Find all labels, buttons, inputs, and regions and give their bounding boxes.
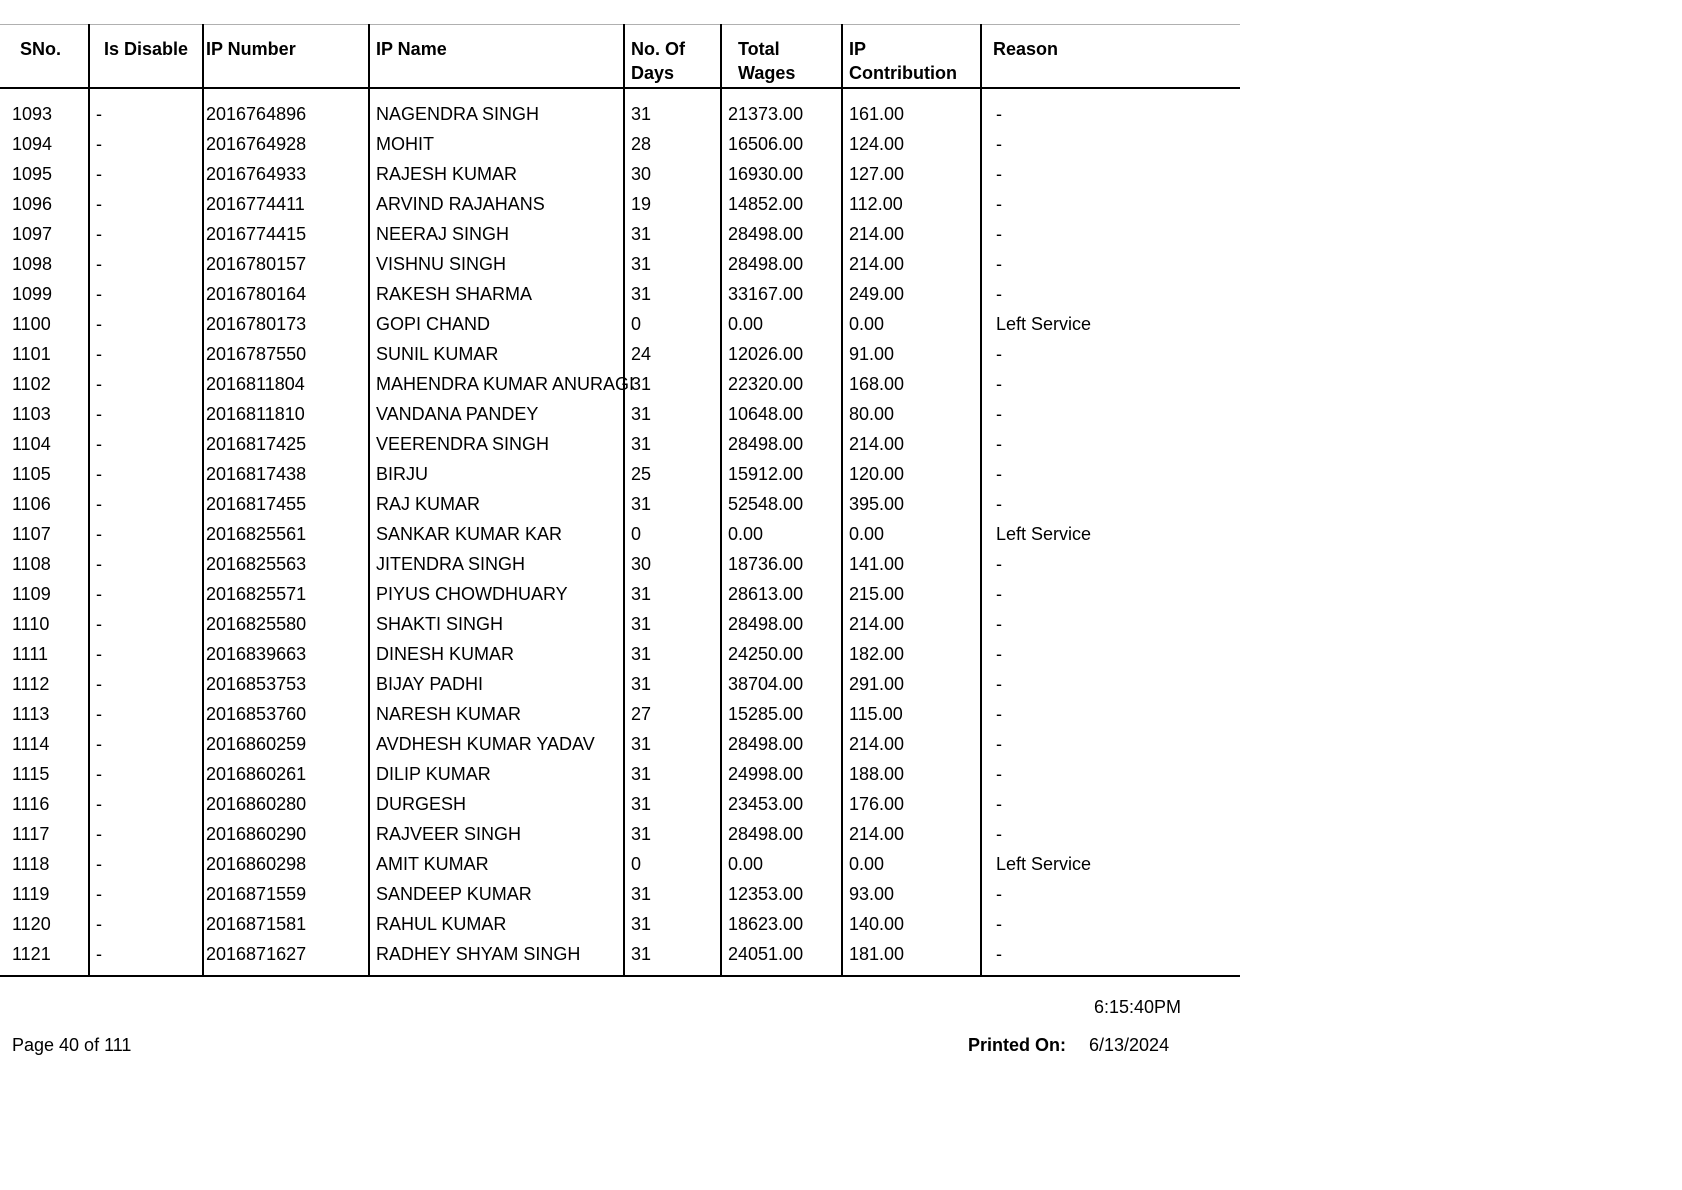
cell-reason: -: [981, 643, 1240, 673]
cell-reason: -: [981, 433, 1240, 463]
cell-ip-name: RAJVEER SINGH: [369, 823, 624, 853]
header-ip-number-label: IP Number: [206, 39, 296, 59]
cell-ip-name: DILIP KUMAR: [369, 763, 624, 793]
cell-sno: 1116: [12, 794, 50, 814]
cell-total-wages: 28498.00: [721, 733, 842, 763]
cell-sno: 1120: [12, 914, 51, 934]
cell-sno: 1110: [12, 614, 50, 634]
cell-sno: 1113: [12, 704, 50, 724]
cell-is-disable: -: [89, 733, 203, 763]
cell-total-wages: 15912.00: [721, 463, 842, 493]
header-wages-line1: Total: [738, 39, 780, 59]
cell-ip-name: JITENDRA SINGH: [369, 553, 624, 583]
cell-is-disable: -: [89, 703, 203, 733]
cell-ip-contribution: 291.00: [842, 673, 981, 703]
cell-reason: -: [981, 793, 1240, 823]
table-row: [0, 583, 1240, 613]
cell-reason: -: [981, 733, 1240, 763]
cell-is-disable: -: [89, 133, 203, 163]
cell-ip-number: 2016780173: [203, 313, 369, 343]
cell-sno: 1118: [12, 854, 50, 874]
cell-total-wages: 14852.00: [721, 193, 842, 223]
cell-sno: 1094: [12, 134, 53, 154]
cell-reason: Left Service: [981, 523, 1240, 553]
cell-ip-contribution: 0.00: [842, 523, 981, 553]
cell-total-wages: 0.00: [721, 853, 842, 883]
cell-reason: -: [981, 403, 1240, 433]
cell-ip-name: BIRJU: [369, 463, 624, 493]
cell-is-disable: -: [89, 643, 203, 673]
cell-total-wages: 0.00: [721, 313, 842, 343]
cell-total-wages: 38704.00: [721, 673, 842, 703]
cell-no-of-days: 31: [624, 823, 721, 853]
header-days-line2: Days: [631, 63, 675, 83]
cell-ip-contribution: 127.00: [842, 163, 981, 193]
cell-is-disable: -: [89, 553, 203, 583]
cell-is-disable: -: [89, 463, 203, 493]
cell-is-disable: -: [89, 763, 203, 793]
cell-ip-contribution: 176.00: [842, 793, 981, 823]
cell-ip-contribution: 214.00: [842, 223, 981, 253]
cell-reason: -: [981, 463, 1240, 493]
table-row: [0, 373, 1240, 403]
cell-ip-number: 2016764928: [203, 133, 369, 163]
cell-reason: -: [981, 193, 1240, 223]
cell-is-disable: -: [89, 943, 203, 976]
table-row: [0, 703, 1240, 733]
spacer-row: [0, 88, 1240, 103]
cell-reason: -: [981, 913, 1240, 943]
cell-no-of-days: 30: [624, 553, 721, 583]
cell-ip-contribution: 395.00: [842, 493, 981, 523]
cell-sno: 1099: [12, 284, 53, 304]
cell-reason: -: [981, 493, 1240, 523]
cell-no-of-days: 31: [624, 613, 721, 643]
cell-is-disable: -: [89, 583, 203, 613]
cell-reason: -: [981, 223, 1240, 253]
cell-ip-name: MOHIT: [369, 133, 624, 163]
table-row: [0, 193, 1240, 223]
cell-no-of-days: 31: [624, 793, 721, 823]
cell-ip-contribution: 91.00: [842, 343, 981, 373]
cell-ip-number: 2016839663: [203, 643, 369, 673]
cell-sno: 1095: [12, 164, 53, 184]
header-total-wages: [721, 25, 842, 89]
cell-ip-name: RAKESH SHARMA: [369, 283, 624, 313]
cell-is-disable: -: [89, 283, 203, 313]
cell-ip-number: 2016817455: [203, 493, 369, 523]
cell-ip-number: 2016825561: [203, 523, 369, 553]
table-row: [0, 643, 1240, 673]
cell-is-disable: -: [89, 103, 203, 133]
cell-total-wages: 23453.00: [721, 793, 842, 823]
cell-sno: 1111: [12, 644, 49, 664]
cell-sno: 1117: [12, 824, 50, 844]
table-row: [0, 463, 1240, 493]
cell-ip-number: 2016860261: [203, 763, 369, 793]
cell-ip-name: GOPI CHAND: [369, 313, 624, 343]
cell-no-of-days: 31: [624, 253, 721, 283]
cell-no-of-days: 19: [624, 193, 721, 223]
cell-reason: Left Service: [981, 313, 1240, 343]
cell-total-wages: 12353.00: [721, 883, 842, 913]
cell-reason: -: [981, 823, 1240, 853]
cell-ip-contribution: 115.00: [842, 703, 981, 733]
cell-sno: 1103: [12, 404, 51, 424]
cell-total-wages: 28498.00: [721, 823, 842, 853]
table-row: [0, 133, 1240, 163]
cell-no-of-days: 31: [624, 583, 721, 613]
cell-ip-name: AMIT KUMAR: [369, 853, 624, 883]
cell-reason: -: [981, 103, 1240, 133]
cell-no-of-days: 31: [624, 493, 721, 523]
cell-sno: 1121: [0, 943, 89, 976]
cell-sno: 1102: [12, 374, 51, 394]
cell-total-wages: 33167.00: [721, 283, 842, 313]
cell-sno: 1107: [12, 524, 51, 544]
cell-ip-name: SANKAR KUMAR KAR: [369, 523, 624, 553]
cell-ip-number: 2016853760: [203, 703, 369, 733]
table-row: [0, 283, 1240, 313]
cell-total-wages: 52548.00: [721, 493, 842, 523]
header-is-disable-label: Is Disable: [104, 39, 189, 59]
cell-ip-name: ARVIND RAJAHANS: [369, 193, 624, 223]
cell-reason: -: [981, 283, 1240, 313]
cell-ip-number: 2016871627: [203, 943, 369, 976]
cell-ip-name: SHAKTI SINGH: [369, 613, 624, 643]
cell-ip-name: NARESH KUMAR: [369, 703, 624, 733]
cell-sno: 1106: [12, 494, 51, 514]
table-row: [0, 163, 1240, 193]
cell-ip-contribution: 214.00: [842, 613, 981, 643]
cell-ip-contribution: 112.00: [842, 193, 981, 223]
header-contrib-line2: Contribution: [849, 63, 957, 83]
cell-total-wages: 21373.00: [721, 103, 842, 133]
table-row: [0, 313, 1240, 343]
cell-is-disable: -: [89, 523, 203, 553]
cell-ip-name: SANDEEP KUMAR: [369, 883, 624, 913]
cell-ip-number: 2016811810: [203, 403, 369, 433]
table-header: [0, 25, 1240, 89]
cell-no-of-days: 31: [624, 733, 721, 763]
cell-reason: -: [981, 883, 1240, 913]
cell-ip-contribution: 181.00: [842, 943, 981, 976]
cell-is-disable: -: [89, 193, 203, 223]
cell-no-of-days: 24: [624, 343, 721, 373]
cell-total-wages: 16506.00: [721, 133, 842, 163]
cell-ip-name: MAHENDRA KUMAR ANURAGI: [369, 373, 624, 403]
table-row: [0, 913, 1240, 943]
cell-is-disable: -: [89, 343, 203, 373]
cell-ip-contribution: 0.00: [842, 313, 981, 343]
cell-ip-name: VEERENDRA SINGH: [369, 433, 624, 463]
cell-no-of-days: 31: [624, 433, 721, 463]
cell-sno: 1093: [12, 104, 53, 124]
cell-sno: 1108: [12, 554, 51, 574]
cell-total-wages: 28498.00: [721, 223, 842, 253]
cell-ip-number: 2016817438: [203, 463, 369, 493]
cell-total-wages: 0.00: [721, 523, 842, 553]
cell-is-disable: -: [89, 493, 203, 523]
table-row: [0, 823, 1240, 853]
cell-ip-name: AVDHESH KUMAR YADAV: [369, 733, 624, 763]
header-ip-contribution: [842, 25, 981, 89]
cell-total-wages: 18736.00: [721, 553, 842, 583]
cell-ip-contribution: 214.00: [842, 253, 981, 283]
table-body: [0, 88, 1240, 976]
cell-reason: -: [981, 163, 1240, 193]
cell-no-of-days: 31: [624, 763, 721, 793]
cell-ip-name: VISHNU SINGH: [369, 253, 624, 283]
cell-ip-name: PIYUS CHOWDHUARY: [369, 583, 624, 613]
cell-ip-name: DINESH KUMAR: [369, 643, 624, 673]
cell-ip-contribution: 120.00: [842, 463, 981, 493]
cell-ip-name: SUNIL KUMAR: [369, 343, 624, 373]
cell-ip-number: 2016780157: [203, 253, 369, 283]
cell-no-of-days: 25: [624, 463, 721, 493]
cell-total-wages: 12026.00: [721, 343, 842, 373]
cell-sno: 1096: [12, 194, 53, 214]
cell-is-disable: -: [89, 793, 203, 823]
cell-ip-number: 2016860298: [203, 853, 369, 883]
table-row: [0, 493, 1240, 523]
cell-ip-number: 2016871581: [203, 913, 369, 943]
cell-ip-contribution: 0.00: [842, 853, 981, 883]
contribution-report: [0, 24, 1240, 977]
cell-ip-contribution: 188.00: [842, 763, 981, 793]
cell-ip-number: 2016825571: [203, 583, 369, 613]
cell-reason: -: [981, 703, 1240, 733]
table-row: [0, 943, 1240, 976]
cell-no-of-days: 0: [624, 523, 721, 553]
table-row: [0, 673, 1240, 703]
cell-total-wages: 15285.00: [721, 703, 842, 733]
cell-ip-contribution: 140.00: [842, 913, 981, 943]
cell-is-disable: -: [89, 883, 203, 913]
cell-ip-number: 2016774415: [203, 223, 369, 253]
header-sno-label: SNo.: [20, 39, 62, 59]
cell-is-disable: -: [89, 613, 203, 643]
cell-no-of-days: 31: [624, 103, 721, 133]
cell-ip-name: RAJ KUMAR: [369, 493, 624, 523]
table-row: [0, 523, 1240, 553]
cell-is-disable: -: [89, 433, 203, 463]
cell-is-disable: -: [89, 673, 203, 703]
cell-ip-contribution: 161.00: [842, 103, 981, 133]
cell-ip-number: 2016787550: [203, 343, 369, 373]
cell-ip-contribution: 182.00: [842, 643, 981, 673]
cell-is-disable: -: [89, 913, 203, 943]
header-reason-label: Reason: [993, 39, 1059, 59]
cell-is-disable: -: [89, 253, 203, 283]
cell-reason: -: [981, 133, 1240, 163]
cell-reason: -: [981, 373, 1240, 403]
cell-sno: 1115: [12, 764, 50, 784]
cell-total-wages: 24250.00: [721, 643, 842, 673]
cell-reason: -: [981, 613, 1240, 643]
cell-no-of-days: 31: [624, 883, 721, 913]
cell-ip-number: 2016825563: [203, 553, 369, 583]
cell-sno: 1100: [12, 314, 51, 334]
header-days-line1: No. Of: [631, 39, 685, 59]
cell-total-wages: 24998.00: [721, 763, 842, 793]
printed-on-label: Printed On:: [968, 1035, 1066, 1055]
cell-is-disable: -: [89, 403, 203, 433]
cell-ip-contribution: 214.00: [842, 823, 981, 853]
cell-ip-name: BIJAY PADHI: [369, 673, 624, 703]
cell-total-wages: 28613.00: [721, 583, 842, 613]
cell-ip-contribution: 141.00: [842, 553, 981, 583]
cell-total-wages: 28498.00: [721, 433, 842, 463]
table-row: [0, 103, 1240, 133]
cell-ip-number: 2016764933: [203, 163, 369, 193]
cell-reason: -: [981, 553, 1240, 583]
cell-ip-name: RAJESH KUMAR: [369, 163, 624, 193]
cell-total-wages: 18623.00: [721, 913, 842, 943]
cell-no-of-days: 0: [624, 313, 721, 343]
cell-no-of-days: 31: [624, 913, 721, 943]
header-sno: [0, 25, 89, 89]
cell-is-disable: -: [89, 853, 203, 883]
cell-ip-number: 2016860280: [203, 793, 369, 823]
cell-ip-contribution: 93.00: [842, 883, 981, 913]
cell-ip-number: 2016811804: [203, 373, 369, 403]
header-row: [0, 25, 1240, 89]
header-contrib-line1: IP: [849, 39, 867, 59]
cell-ip-contribution: 249.00: [842, 283, 981, 313]
cell-sno: 1119: [12, 884, 50, 904]
cell-sno: 1105: [12, 464, 51, 484]
cell-ip-number: 2016764896: [203, 103, 369, 133]
cell-ip-number: 2016860290: [203, 823, 369, 853]
table-row: [0, 613, 1240, 643]
cell-sno: 1097: [12, 224, 53, 244]
cell-ip-contribution: 168.00: [842, 373, 981, 403]
table-row: [0, 763, 1240, 793]
page-number: Page 40 of 111: [12, 1035, 132, 1055]
cell-is-disable: -: [89, 373, 203, 403]
cell-reason: -: [981, 673, 1240, 703]
table-row: [0, 553, 1240, 583]
cell-no-of-days: 31: [624, 283, 721, 313]
cell-ip-name: NAGENDRA SINGH: [369, 103, 624, 133]
cell-reason: Left Service: [981, 853, 1240, 883]
cell-no-of-days: 31: [624, 673, 721, 703]
header-ip-name: [369, 25, 624, 89]
header-no-of-days: [624, 25, 721, 89]
cell-no-of-days: 31: [624, 943, 721, 976]
header-is-disable: [89, 25, 203, 89]
cell-ip-number: 2016871559: [203, 883, 369, 913]
cell-ip-contribution: 215.00: [842, 583, 981, 613]
table-row: [0, 853, 1240, 883]
cell-sno: 1098: [12, 254, 53, 274]
cell-ip-contribution: 80.00: [842, 403, 981, 433]
cell-ip-contribution: 214.00: [842, 733, 981, 763]
cell-ip-number: 2016774411: [203, 193, 369, 223]
cell-total-wages: 28498.00: [721, 613, 842, 643]
cell-no-of-days: 0: [624, 853, 721, 883]
cell-is-disable: -: [89, 163, 203, 193]
cell-ip-number: 2016780164: [203, 283, 369, 313]
cell-ip-number: 2016860259: [203, 733, 369, 763]
cell-no-of-days: 31: [624, 223, 721, 253]
cell-total-wages: 10648.00: [721, 403, 842, 433]
cell-is-disable: -: [89, 313, 203, 343]
cell-total-wages: 24051.00: [721, 943, 842, 976]
table-row: [0, 793, 1240, 823]
header-wages-line2: Wages: [738, 63, 796, 83]
printed-on-date: 6/13/2024: [1089, 1035, 1170, 1055]
cell-no-of-days: 27: [624, 703, 721, 733]
table-row: [0, 223, 1240, 253]
cell-is-disable: -: [89, 223, 203, 253]
cell-sno: 1112: [12, 674, 50, 694]
table-row: [0, 403, 1240, 433]
cell-ip-contribution: 214.00: [842, 433, 981, 463]
table-row: [0, 343, 1240, 373]
table-row: [0, 433, 1240, 463]
cell-no-of-days: 31: [624, 643, 721, 673]
cell-total-wages: 16930.00: [721, 163, 842, 193]
cell-sno: 1114: [12, 734, 50, 754]
cell-no-of-days: 28: [624, 133, 721, 163]
cell-is-disable: -: [89, 823, 203, 853]
header-ip-name-label: IP Name: [376, 39, 447, 59]
cell-ip-name: RAHUL KUMAR: [369, 913, 624, 943]
table-row: [0, 253, 1240, 283]
cell-ip-name: NEERAJ SINGH: [369, 223, 624, 253]
cell-ip-name: DURGESH: [369, 793, 624, 823]
cell-ip-name: VANDANA PANDEY: [369, 403, 624, 433]
cell-ip-number: 2016825580: [203, 613, 369, 643]
cell-sno: 1104: [12, 434, 51, 454]
cell-reason: -: [981, 343, 1240, 373]
cell-ip-name: RADHEY SHYAM SINGH: [369, 943, 624, 976]
cell-ip-number: 2016853753: [203, 673, 369, 703]
cell-reason: -: [981, 253, 1240, 283]
cell-ip-number: 2016817425: [203, 433, 369, 463]
header-ip-number: [203, 25, 369, 89]
cell-reason: -: [981, 763, 1240, 793]
print-time: 6:15:40PM: [1094, 997, 1182, 1017]
header-reason: [981, 25, 1240, 89]
table-row: [0, 733, 1240, 763]
cell-no-of-days: 31: [624, 403, 721, 433]
cell-sno: 1109: [12, 584, 51, 604]
cell-no-of-days: 30: [624, 163, 721, 193]
ip-contribution-table: [0, 24, 1240, 977]
cell-no-of-days: 31: [624, 373, 721, 403]
cell-sno: 1101: [12, 344, 51, 364]
cell-ip-contribution: 124.00: [842, 133, 981, 163]
table-row: [0, 883, 1240, 913]
cell-total-wages: 22320.00: [721, 373, 842, 403]
cell-reason: -: [981, 583, 1240, 613]
cell-total-wages: 28498.00: [721, 253, 842, 283]
cell-reason: -: [981, 943, 1240, 976]
